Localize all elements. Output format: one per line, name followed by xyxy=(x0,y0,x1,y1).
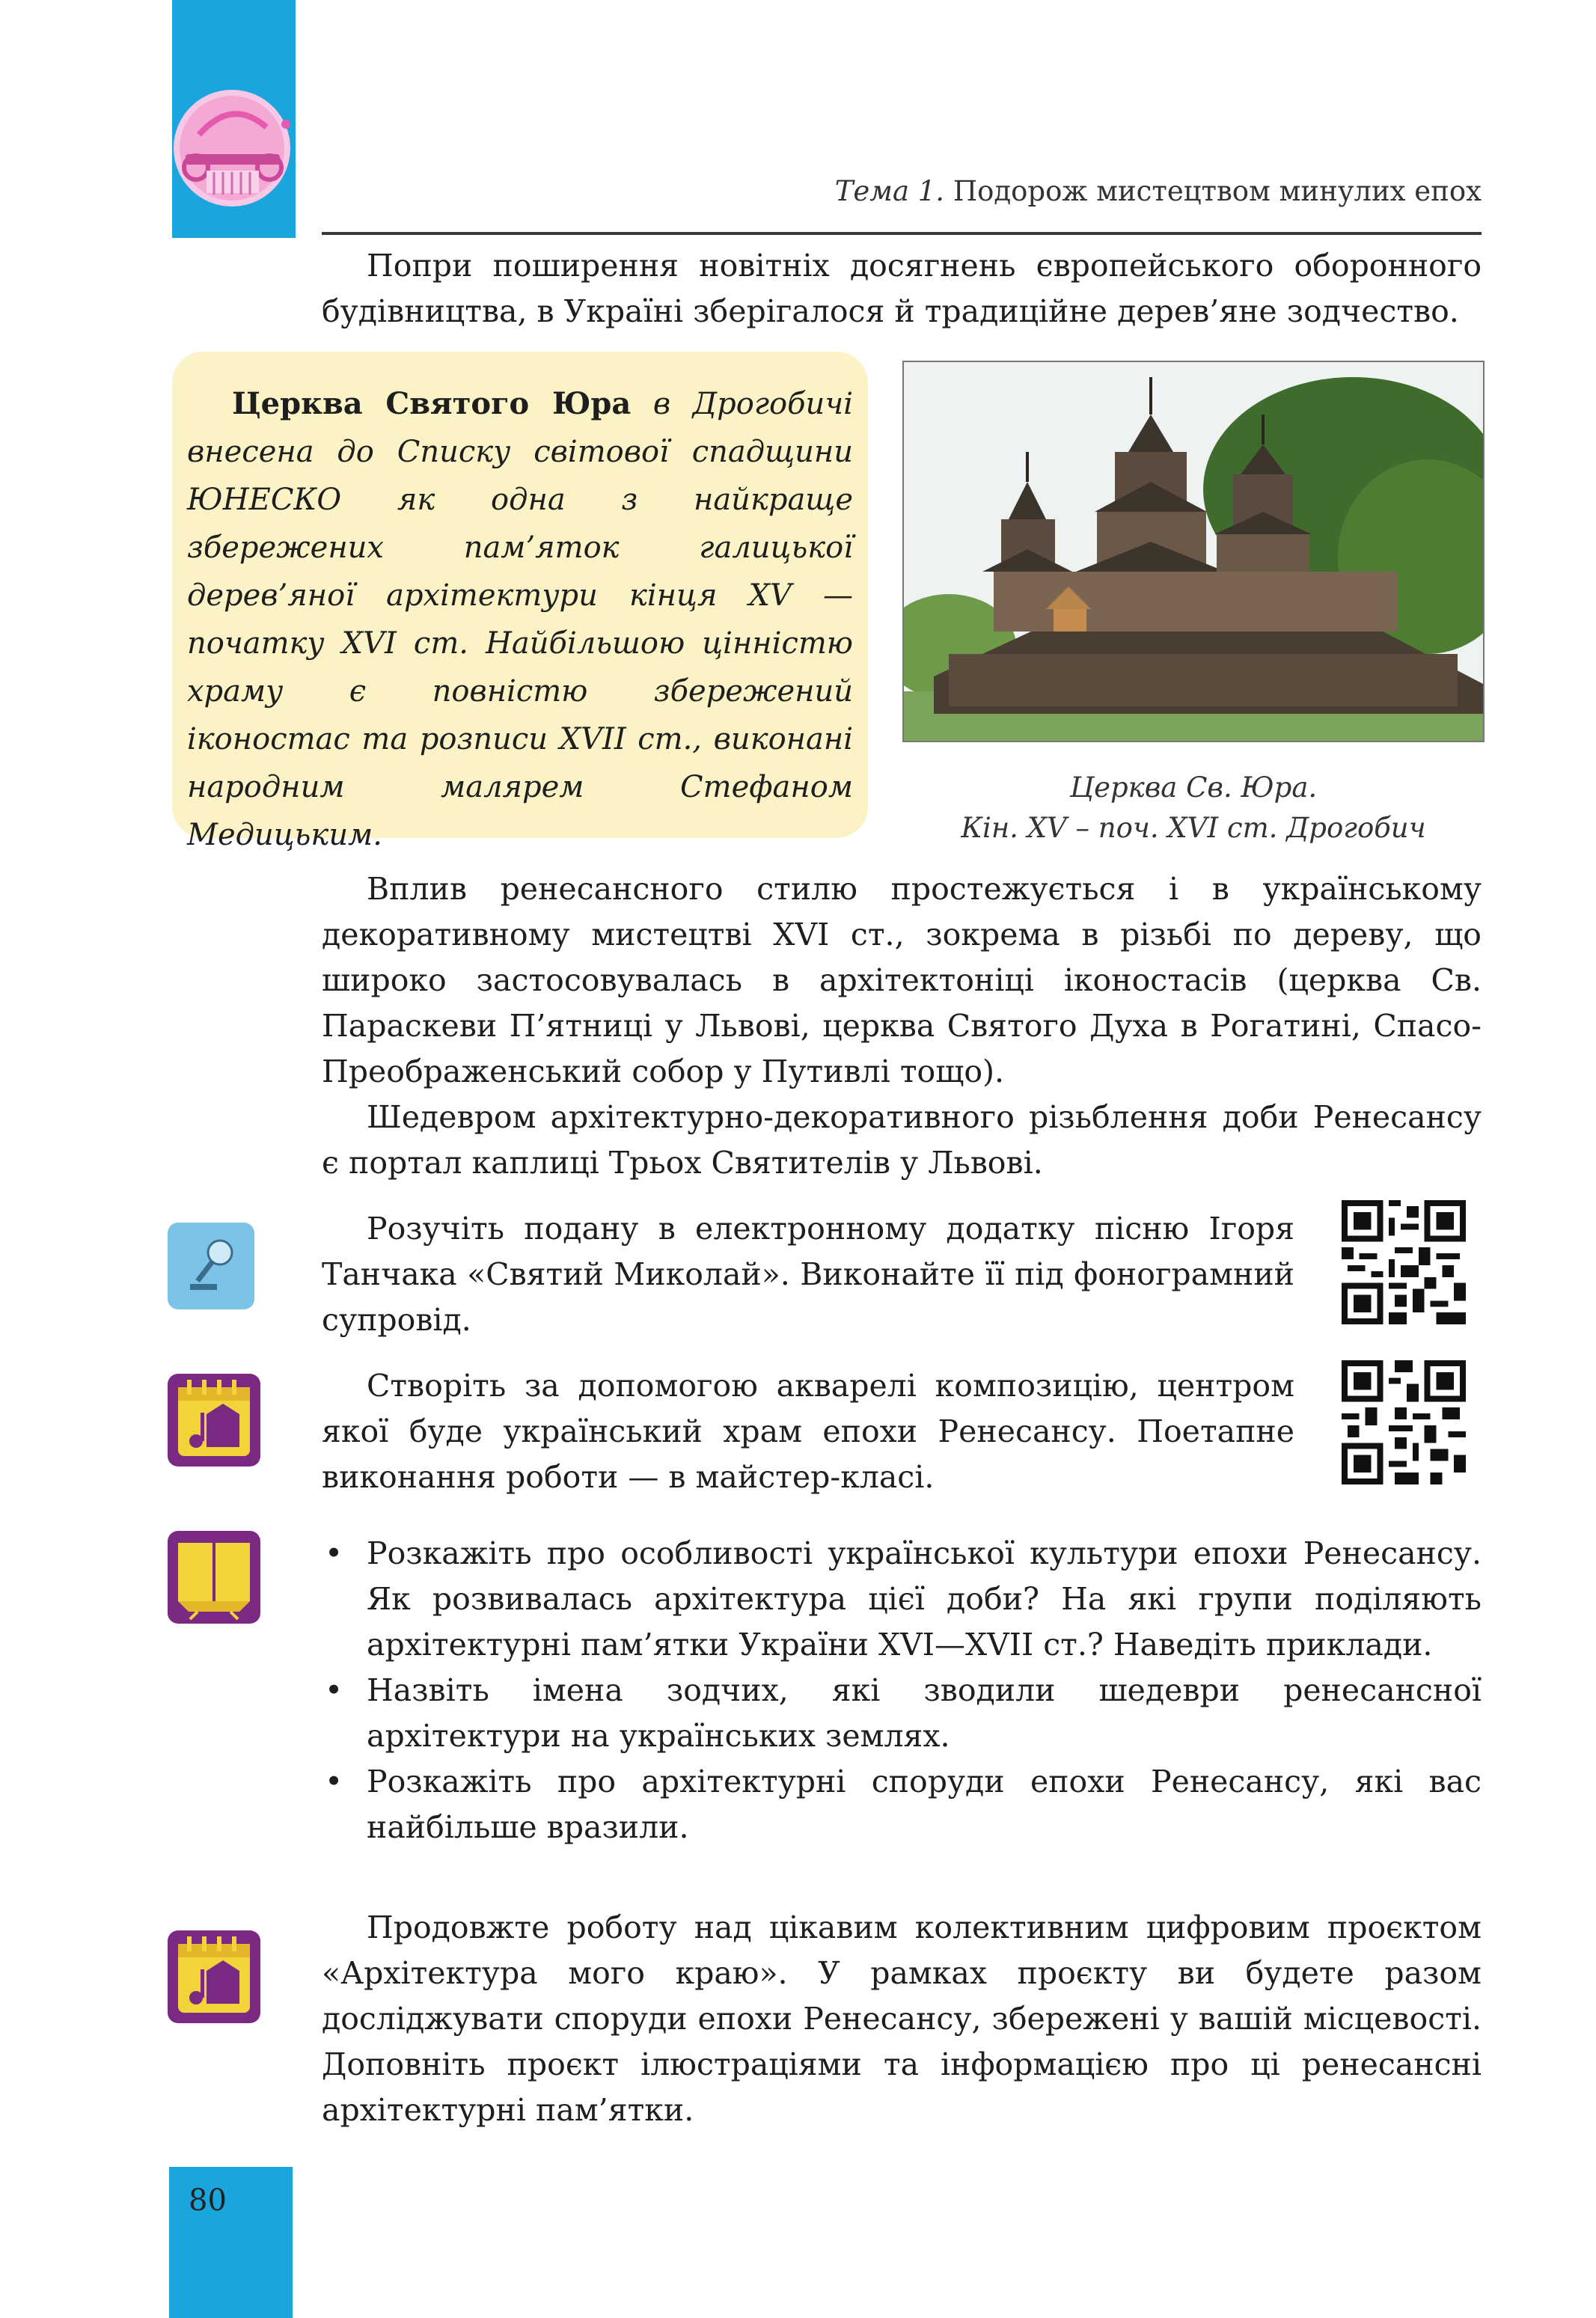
body-paragraph: Вплив ренесансного стилю простежується і в українському декоративному мистецтві XVI ст., зокрема в різьбі по дереву, що широко застосовувалась в архітектоніці іконостасів (церква Св. Параскеви П’ятниці у Львові, церква Святого Духа в Рогатині, Спасо-Преображенський собор у Путивлі тощо). xyxy=(322,871,1482,1089)
question-text: Назвіть імена зодчих, які зводили шедеври ренесансної архітектури на українських землях. xyxy=(367,1672,1482,1754)
callout-text xyxy=(187,380,853,859)
photo-caption xyxy=(905,768,1482,848)
column-capital-logo-icon xyxy=(169,82,304,217)
question-text: Розкажіть про особливості української культури епохи Ренесансу. Як розвивалась архітектура цієї доби? На які групи поділяють архітектурні пам’ятки України XVI—XVII ст.? Наведіть приклади. xyxy=(367,1535,1482,1663)
page-number: 80 xyxy=(189,2183,227,2218)
list-item xyxy=(314,1531,1482,1668)
project-block xyxy=(322,1905,1482,2133)
photo-caption-line1: Церква Св. Юра. xyxy=(1069,771,1318,804)
callout-bold-lead: Церква Святого Юра xyxy=(232,386,632,421)
intro-paragraph: Попри поширення новітніх досягнень європейського оборонного будівництва, в Україні зберігалося й традиційне дерев’яне зодчество. xyxy=(322,248,1482,329)
task-microphone-text: Розучіть подану в електронному додатку пісню Ігоря Танчака «Святий Миколай». Виконайте її під фонограмний супровід. xyxy=(322,1211,1294,1338)
questions-list xyxy=(314,1531,1482,1850)
microphone-icon xyxy=(168,1223,254,1309)
callout-body: в Дрогобичі внесена до Списку світової спадщини ЮНЕСКО як одна з найкраще збережених пам’яток галицької дерев’яної архітектури кінця XV — початку XVI ст. Найбільшою цінністю храму є повністю збережений іконостас та розписи XVII ст., виконані народним малярем Стефаном Медицьким. xyxy=(187,387,853,852)
bullet-mark: • xyxy=(325,1672,343,1708)
running-header xyxy=(835,175,1482,207)
photo-caption-line2: Кін. XV – поч. XVI ст. Дрогобич xyxy=(961,812,1426,844)
bullet-mark: • xyxy=(325,1764,343,1799)
task-watercolor-text: Створіть за допомогою акварелі композицію, центром якої буде український храм епохи Ренесансу. Поетапне виконання роботи — в майстер-класі. xyxy=(322,1368,1294,1495)
list-item xyxy=(314,1668,1482,1759)
question-text: Розкажіть про архітектурні споруди епохи Ренесансу, які вас найбільше вразили. xyxy=(367,1764,1482,1845)
book-icon xyxy=(168,1531,260,1624)
body-text xyxy=(322,866,1482,1186)
task-microphone-block xyxy=(322,1206,1294,1343)
topic-label: Тема 1. xyxy=(834,175,945,207)
body-paragraph: Шедевром архітектурно-декоративного різьблення доби Ренесансу є портал каплиці Трьох Святителів у Львові. xyxy=(322,1099,1482,1181)
calendar-music-icon xyxy=(168,1930,260,2023)
church-photo xyxy=(902,361,1485,742)
list-item xyxy=(314,1759,1482,1850)
task-watercolor-block xyxy=(322,1363,1294,1500)
bullet-mark: • xyxy=(325,1535,343,1571)
header-divider xyxy=(322,232,1482,235)
project-paragraph: Продовжте роботу над цікавим колективним цифровим проєктом «Архітектура мого краю». У рамках проєкту ви будете разом досліджувати споруди епохи Ренесансу, збережені у вашій місцевості. Доповніть проєкт ілюстраціями та інформацією про ці ренесансні архітектурні пам’ятки. xyxy=(322,1909,1482,2128)
intro-paragraph-block xyxy=(322,243,1482,334)
page-number-tab xyxy=(169,2167,293,2318)
qr-code[interactable] xyxy=(1342,1200,1466,1324)
qr-code[interactable] xyxy=(1342,1360,1466,1484)
topic-title: Подорож мистецтвом минулих епох xyxy=(953,175,1482,207)
calendar-music-icon xyxy=(168,1374,260,1467)
